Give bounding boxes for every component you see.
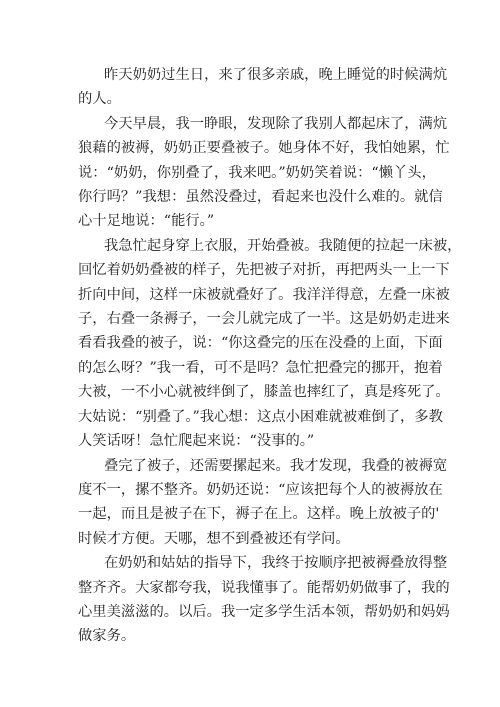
text-line: 的人。 [78,91,121,108]
text-line: 子，右叠一条褥子，一会儿就完成了一半。这是奶奶走进来 [78,311,450,328]
text-line: 心十足地说：“能行。” [78,213,215,230]
paragraph-1 [78,63,448,112]
text-line: 时候才方便。天哪，想不到叠被还有学问。 [78,530,350,547]
paragraph-4 [78,454,448,552]
text-line: 心里美滋滋的。以后。我一定多学生活本领，帮奶奶和妈妈 [78,603,450,620]
document-body [78,63,462,649]
text-line: 大姑说：“别叠了。”我心想：这点小困难就被难倒了，多教 [78,408,443,425]
paragraph-5 [78,551,450,649]
text-line: 今天早晨，我一睁眼，发现除了我别人都起床了，满炕 [104,115,448,132]
text-line: 我急忙起身穿上衣服，开始叠被。我随便的拉起一床被， [104,237,462,254]
paragraph-3 [78,234,462,454]
text-line: 人笑话呀！急忙爬起来说：“没事的。” [78,433,315,450]
text-line: 叠完了被子，还需要摞起来。我才发现，我叠的被褥宽 [104,457,448,474]
text-line: 大被，一不小心就被绊倒了，膝盖也摔红了，真是疼死了。 [78,384,450,401]
text-line: 在奶奶和姑姑的指导下，我终于按顺序把被褥叠放得整 [104,555,448,572]
paragraph-2 [78,112,450,234]
text-line: 做家务。 [78,628,136,645]
text-line: 折向中间，这样一床被就叠好了。我洋洋得意，左叠一床被 [78,286,450,303]
text-line: 一起，而且是被子在下，褥子在上。这样。晚上放被子的' [78,506,440,523]
text-line: 狼藉的被褥，奶奶正要叠被子。她身体不好，我怕她累，忙 [78,140,450,157]
text-line: 的怎么呀？”我一看，可不是吗？急忙把叠完的挪开，抱着 [78,359,443,376]
text-line: 你行吗？”我想：虽然没叠过，看起来也没什么难的。就信 [78,189,443,206]
text-line: 看看我叠的被子，说：“你这叠完的压在没叠的上面，下面 [78,335,443,352]
text-line: 回忆着奶奶叠被的样子，先把被子对折，再把两头一上一下 [78,262,450,279]
text-line: 整齐齐。大家都夸我，说我懂事了。能帮奶奶做事了，我的 [78,579,450,596]
text-line: 昨天奶奶过生日，来了很多亲戚，晚上睡觉的时候满炕 [104,67,448,83]
text-line: 度不一，摞不整齐。奶奶还说：“应该把每个人的被褥放在 [78,481,443,498]
text-line: 说：“奶奶，你别叠了，我来吧。”奶奶笑着说：“懒丫头， [78,164,436,181]
